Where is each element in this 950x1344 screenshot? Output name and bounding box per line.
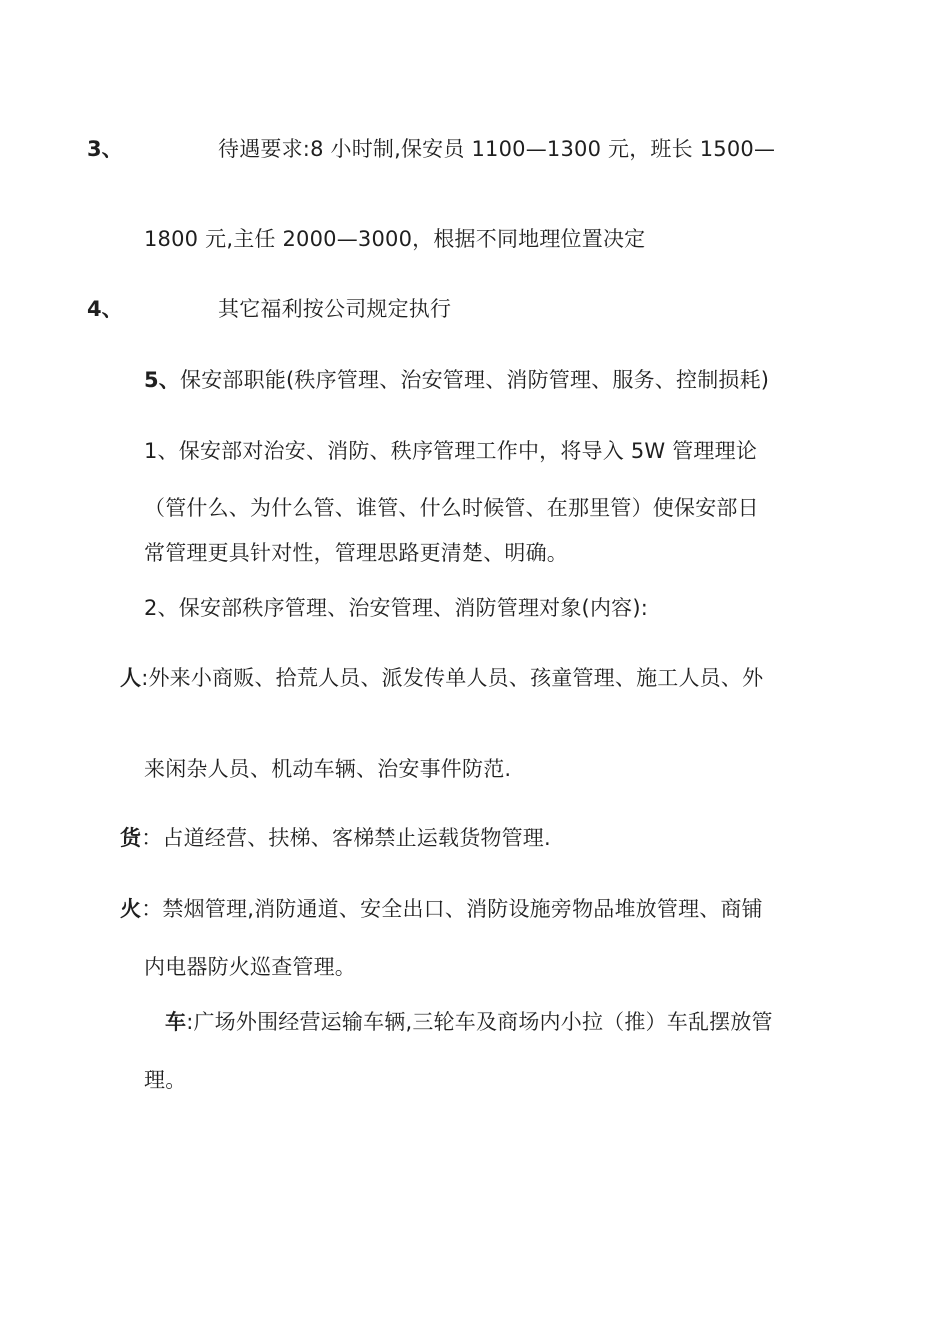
item-3-number: 3、 bbox=[87, 137, 123, 161]
people-text: :外来小商贩、拾荒人员、派发传单人员、孩童管理、施工人员、外 bbox=[141, 666, 764, 690]
goods-text: ：占道经营、扶梯、客梯禁止运载货物管理. bbox=[141, 826, 551, 850]
people-item bbox=[120, 664, 763, 692]
item-5-heading bbox=[144, 366, 769, 394]
paragraph-2-line-1: 2、保安部秩序管理、治安管理、消防管理对象(内容): bbox=[144, 596, 649, 620]
item-3-text: 待遇要求:8 小时制,保安员 1100—1300 元，班长 1500— bbox=[218, 137, 776, 161]
vehicle-continuation: 理。 bbox=[144, 1068, 187, 1092]
paragraph-1-line-1: 1、保安部对治安、消防、秩序管理工作中，将导入 5W 管理理论 bbox=[144, 439, 758, 463]
paragraph-1-line-2: （管什么、为什么管、谁管、什么时候管、在那里管）使保安部日 bbox=[144, 496, 759, 520]
fire-continuation: 内电器防火巡查管理。 bbox=[144, 955, 356, 979]
paragraph-1-line-3: 常管理更具针对性，管理思路更清楚、明确。 bbox=[144, 541, 568, 565]
vehicle-item bbox=[165, 1008, 773, 1036]
item-5-text: 保安部职能(秩序管理、治安管理、消防管理、服务、控制损耗) bbox=[180, 368, 770, 392]
fire-label: 火 bbox=[120, 897, 142, 921]
vehicle-text: :广场外围经营运输车辆,三轮车及商场内小拉（推）车乱摆放管 bbox=[186, 1010, 773, 1034]
vehicle-label: 车 bbox=[165, 1010, 187, 1034]
fire-item bbox=[120, 895, 763, 923]
item-3-continuation: 1800 元,主任 2000—3000，根据不同地理位置决定 bbox=[144, 227, 646, 251]
item-4-number: 4、 bbox=[87, 297, 123, 321]
item-5-number: 5、 bbox=[144, 368, 181, 392]
people-continuation: 来闲杂人员、机动车辆、治安事件防范. bbox=[144, 757, 512, 781]
item-4-text: 其它福利按公司规定执行 bbox=[218, 297, 452, 321]
people-label: 人 bbox=[120, 666, 142, 690]
fire-text: ：禁烟管理,消防通道、安全出口、消防设施旁物品堆放管理、商铺 bbox=[141, 897, 763, 921]
goods-label: 货 bbox=[120, 826, 142, 850]
goods-item bbox=[120, 824, 551, 852]
